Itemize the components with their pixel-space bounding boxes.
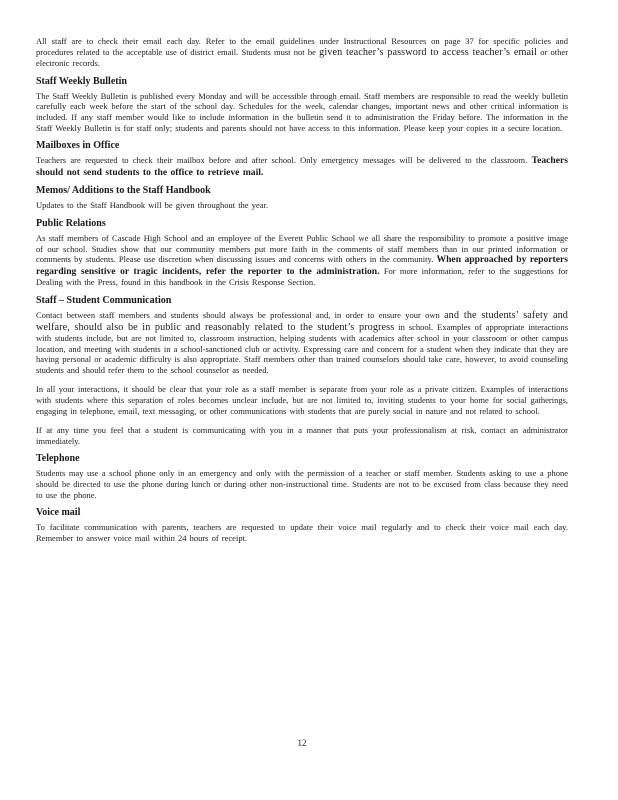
bulletin-heading: Staff Weekly Bulletin (36, 75, 127, 87)
document-page (36, 36, 568, 781)
email-paragraph: All staff are to check their email each day. Refer to the email guidelines under Instructional Resources on page 37 for specific policies and procedures related to the acceptable use of district email. Students must not be given teacher’s password to access teacher’s email or other electronic records. (36, 36, 568, 69)
memos-heading: Memos/ Additions to the Staff Handbook (36, 185, 211, 197)
communication-heading: Staff – Student Communication (36, 294, 172, 306)
telephone-heading: Telephone (36, 453, 80, 465)
voicemail-heading: Voice mail (36, 507, 81, 519)
public-relations-paragraph: As staff members of Cascade High School and an employee of the Everett Public School we all share the responsibility to promote a positive image of our school. Studies show that our community members put more faith in the comments of staff members than in our printed information or comments by students. Please use discretion when discussing issues and concerns with others in the community. When approached by reporters regarding sensitive or tragic incidents, refer the reporter to the administration. For more information, refer to the suggestions for Dealing with the Press, found in this handbook in the Crisis Response Section. (36, 232, 568, 288)
voicemail-paragraph: To facilitate communication with parents, teachers are requested to update their voice mail regularly and to check their voice mail each day. Remember to answer voice mail within 24 hours of receipt. (36, 522, 568, 543)
mailboxes-heading: Mailboxes in Office (36, 140, 120, 152)
public-relations-heading: Public Relations (36, 217, 106, 229)
communication-paragraph: Contact between staff members and students should always be professional and, in order to ensure your own and the students’ safety and welfare, should also be in public and reasonably related to the student’s progress in school. Examples of appropriate interactions with students include, but are not limited to, classroom instruction, helping students with academics after school in your classroom or other campus location, and meeting with students in a school-sanctioned club or activity. Expressing care and concern for a student when they indicate that they are having personal or academic difficulty is also appropriate. Staff members other than trained counselors should take care, however, to avoid counseling students and should refer them to the school counselor as needed. (36, 309, 568, 375)
page-number: 12 (297, 738, 307, 748)
professionalism-paragraph: If at any time you feel that a student is communicating with you in a manner that puts your professionalism at risk, contact an administrator immediately. (36, 425, 568, 446)
bulletin-paragraph: The Staff Weekly Bulletin is published every Monday and will be accessible through email. Staff members are responsible to read the weekly bulletin carefully each week before the start of the school day. Schedules for the week, calendar changes, important news and other critical information is included. If any staff member would like to include information in the bulletin send it to administration the Friday before. The information in the Staff Weekly Bulletin is for staff only; students and parents should not have access to this information. Please keep your copies in a secure location. (36, 90, 568, 133)
mailboxes-paragraph: Teachers are requested to check their mailbox before and after school. Only emergency messages will be delivered to the classroom. Teachers should not send students to the office to retrieve mail. (36, 155, 568, 178)
memos-paragraph: Updates to the Staff Handbook will be given throughout the year. (36, 200, 268, 211)
telephone-paragraph: Students may use a school phone only in an emergency and only with the permission of a teacher or staff member. Students asking to use a phone should be directed to use the phone during lunch or during other non-instructional time. Students are not to be excused from class because they need to use the phone. (36, 468, 568, 500)
interactions-paragraph: In all your interactions, it should be clear that your role as a staff member is separate from your role as a private citizen. Examples of interactions with students where this separation of roles becomes unclear include, but are not limited to, inviting students to your home for social gatherings, engaging in telephone, email, text messaging, or other communications with students that are purely social in nature and not related to school. (36, 384, 568, 416)
